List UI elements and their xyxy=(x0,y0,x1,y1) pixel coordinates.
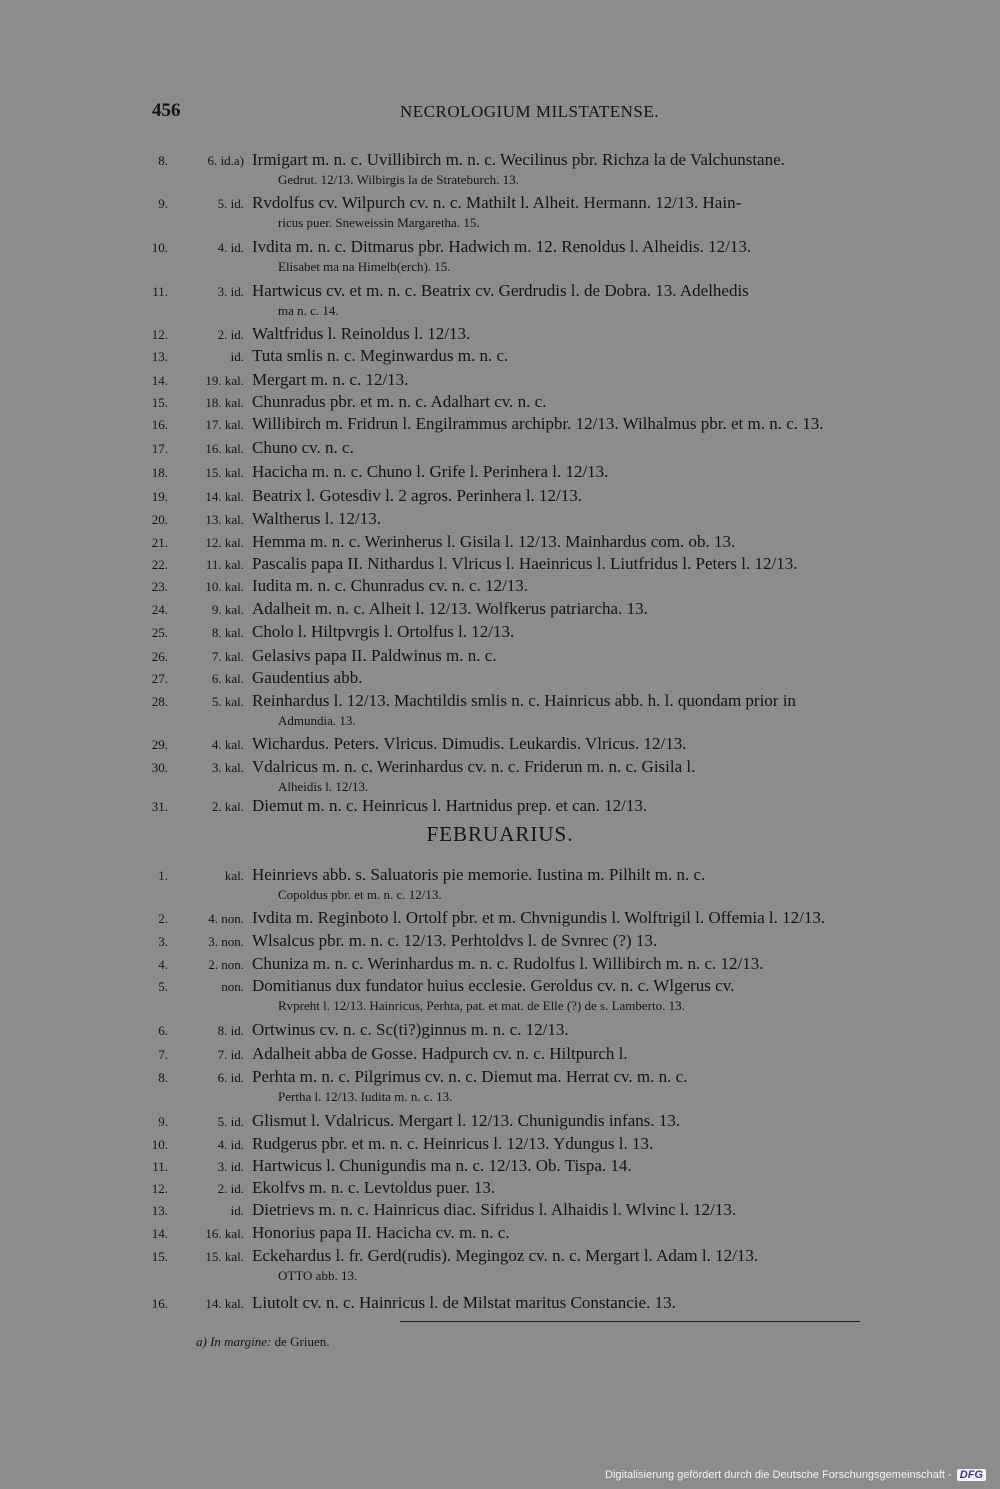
entry-roman-date: 5. id. xyxy=(217,196,244,211)
entry-text: Honorius papa II. Hacicha cv. m. n. c. xyxy=(252,1223,510,1242)
section-title-february: FEBRUARIUS. xyxy=(426,822,574,846)
entry-continuation: Rvpreht l. 12/13. Hainricus, Perhta, pat. et mat. de Elle (?) de s. Lamberto. 13. xyxy=(278,998,685,1013)
entry-day-number: 11. xyxy=(152,284,168,299)
entry-text: Hacicha m. n. c. Chuno l. Grife l. Perinhera l. 12/13. xyxy=(252,462,609,481)
entry-roman-date: 11. kal. xyxy=(205,557,244,572)
entry-day-number: 12. xyxy=(151,327,168,342)
entry-roman-date: 7. id. xyxy=(217,1047,244,1062)
entry-text: Hartwicus cv. et m. n. c. Beatrix cv. Gerdrudis l. de Dobra. 13. Adelhedis xyxy=(252,281,749,300)
entry-continuation: OTTO abb. 13. xyxy=(278,1268,358,1283)
entry-day-number: 7. xyxy=(158,1047,168,1062)
entry-day-number: 10. xyxy=(151,240,168,255)
entry-day-number: 14. xyxy=(151,1226,168,1241)
entry-day-number: 9. xyxy=(158,196,168,211)
entry-roman-date: 5. kal. xyxy=(211,694,244,709)
entry-day-number: 26. xyxy=(151,649,168,664)
entry-day-number: 13. xyxy=(151,1203,168,1218)
entry-text: Waltherus l. 12/13. xyxy=(252,509,381,528)
entry-roman-date: 6. id. xyxy=(217,1070,244,1085)
entry-day-number: 21. xyxy=(151,535,168,550)
entry-day-number: 3. xyxy=(158,934,168,949)
entry-roman-date: 3. kal. xyxy=(211,760,244,775)
entry-roman-date: 2. kal. xyxy=(211,799,244,814)
entry-roman-date: 8. id. xyxy=(217,1023,244,1038)
entry-continuation: Elisabet ma na Himelb(erch). 15. xyxy=(278,259,451,274)
entry-text: Chuno cv. n. c. xyxy=(252,438,354,457)
entry-text: Ekolfvs m. n. c. Levtoldus puer. 13. xyxy=(252,1178,496,1197)
entry-text: Waltfridus l. Reinoldus l. 12/13. xyxy=(252,324,471,343)
page-number: 456 xyxy=(152,100,181,121)
entry-text: Dietrievs m. n. c. Hainricus diac. Sifridus l. Alhaidis l. Wlvinc l. 12/13. xyxy=(252,1200,737,1219)
entry-continuation: ricus puer. Sneweissin Margaretha. 15. xyxy=(278,215,480,230)
entry-day-number: 31. xyxy=(151,799,168,814)
entry-text: Mergart m. n. c. 12/13. xyxy=(252,370,409,389)
dfg-footer xyxy=(605,1469,986,1481)
entry-text: Diemut m. n. c. Heinricus l. Hartnidus prep. et can. 12/13. xyxy=(252,796,648,815)
entry-day-number: 29. xyxy=(151,737,168,752)
entry-roman-date: 7. kal. xyxy=(211,649,244,664)
entry-text: Glismut l. Vdalricus. Mergart l. 12/13. Chunigundis infans. 13. xyxy=(252,1111,681,1130)
entry-roman-date: 16. kal. xyxy=(205,441,244,456)
footnote xyxy=(196,1334,329,1350)
entry-text: Perhta m. n. c. Pilgrimus cv. n. c. Diemut ma. Herrat cv. m. n. c. xyxy=(252,1067,688,1086)
entry-day-number: 20. xyxy=(151,512,168,527)
entry-text: Hartwicus l. Chunigundis ma n. c. 12/13. Ob. Tispa. 14. xyxy=(252,1156,632,1175)
entry-roman-date: 17. kal. xyxy=(205,417,244,432)
entry-text: Eckehardus l. fr. Gerd(rudis). Megingoz cv. n. c. Mergart l. Adam l. 12/13. xyxy=(252,1246,759,1265)
entry-text: Wichardus. Peters. Vlricus. Dimudis. Leukardis. Vlricus. 12/13. xyxy=(252,734,687,753)
entry-day-number: 4. xyxy=(158,957,168,972)
entry-roman-date: non. xyxy=(221,979,244,994)
entry-text: Chuniza m. n. c. Werinhardus m. n. c. Rudolfus l. Willibirch m. n. c. 12/13. xyxy=(252,954,764,973)
entry-day-number: 30. xyxy=(151,760,168,775)
entry-roman-date: 5. id. xyxy=(217,1114,244,1129)
entry-day-number: 9. xyxy=(158,1114,168,1129)
entry-day-number: 16. xyxy=(151,1296,168,1311)
entry-text: Tuta smlis n. c. Meginwardus m. n. c. xyxy=(252,346,509,365)
entry-continuation: Gedrut. 12/13. Wilbirgis la de Strateburch. 13. xyxy=(278,172,519,187)
entry-roman-date: 14. kal. xyxy=(205,489,244,504)
entry-day-number: 17. xyxy=(151,441,168,456)
entry-day-number: 6. xyxy=(158,1023,168,1038)
entry-text: Liutolt cv. n. c. Hainricus l. de Milstat maritus Constancie. 13. xyxy=(252,1293,676,1312)
entry-roman-date: kal. xyxy=(224,868,244,883)
entry-roman-date: 2. id. xyxy=(217,1181,244,1196)
entry-roman-date: 12. kal. xyxy=(205,535,244,550)
entry-continuation: Pertha l. 12/13. Iudita m. n. c. 13. xyxy=(278,1089,453,1104)
entry-roman-date: 3. id. xyxy=(217,284,244,299)
entry-day-number: 22. xyxy=(151,557,168,572)
footnote-text: de Griuen. xyxy=(271,1334,330,1349)
entry-text: Iudita m. n. c. Chunradus cv. n. c. 12/13. xyxy=(252,576,529,595)
entry-roman-date: 10. kal. xyxy=(205,579,244,594)
entry-text: Hemma m. n. c. Werinherus l. Gisila l. 12/13. Mainhardus com. ob. 13. xyxy=(252,532,736,551)
entry-roman-date: id. xyxy=(230,1203,244,1218)
entry-day-number: 8. xyxy=(158,1070,168,1085)
footer-text: Digitalisierung gefördert durch die Deutsche Forschungsgemeinschaft - xyxy=(605,1469,952,1481)
entry-roman-date: 13. kal. xyxy=(205,512,244,527)
entry-roman-date: 3. id. xyxy=(217,1159,244,1174)
entry-text: Rudgerus pbr. et m. n. c. Heinricus l. 12/13. Ydungus l. 13. xyxy=(252,1134,654,1153)
entry-text: Chunradus pbr. et m. n. c. Adalhart cv. n. c. xyxy=(252,392,547,411)
dfg-logo-icon: DFG xyxy=(957,1469,986,1481)
entry-roman-date: 16. kal. xyxy=(205,1226,244,1241)
entry-text: Pascalis papa II. Nithardus l. Vlricus l. Haeinricus l. Liutfridus l. Peters l. 12/13. xyxy=(252,554,798,573)
entry-text: Heinrievs abb. s. Saluatoris pie memorie. Iustina m. Pilhilt m. n. c. xyxy=(252,865,706,884)
entry-roman-date: 15. kal. xyxy=(205,1249,244,1264)
entry-roman-date: 9. kal. xyxy=(211,602,244,617)
entry-roman-date: 2. id. xyxy=(217,327,244,342)
entry-day-number: 25. xyxy=(151,625,168,640)
entry-text: Ortwinus cv. n. c. Sc(ti?)ginnus m. n. c. 12/13. xyxy=(252,1020,569,1039)
entry-text: Gelasivs papa II. Paldwinus m. n. c. xyxy=(252,646,497,665)
entry-day-number: 15. xyxy=(151,395,168,410)
entry-roman-date: 4. id. xyxy=(217,240,244,255)
entry-text: Ivdita m. Reginboto l. Ortolf pbr. et m. Chvnigundis l. Wolftrigil l. Offemia l. 12/13. xyxy=(252,908,826,927)
entry-day-number: 11. xyxy=(152,1159,168,1174)
entry-day-number: 10. xyxy=(151,1137,168,1152)
entry-roman-date: 4. non. xyxy=(208,911,244,926)
entry-roman-date: 2. non. xyxy=(208,957,244,972)
entry-text: Irmigart m. n. c. Uvillibirch m. n. c. Wecilinus pbr. Richza la de Valchunstane. xyxy=(252,150,785,169)
entry-text: Adalheit abba de Gosse. Hadpurch cv. n. c. Hiltpurch l. xyxy=(252,1044,628,1063)
entry-day-number: 12. xyxy=(151,1181,168,1196)
entry-day-number: 27. xyxy=(151,671,168,686)
entry-text: Reinhardus l. 12/13. Machtildis smlis n. c. Hainricus abb. h. l. quondam prior in xyxy=(252,691,796,710)
entry-roman-date: 19. kal. xyxy=(205,373,244,388)
entry-roman-date: 4. id. xyxy=(217,1137,244,1152)
entry-continuation: Alheidis l. 12/13. xyxy=(278,779,369,794)
entry-day-number: 14. xyxy=(151,373,168,388)
entry-roman-date: 4. kal. xyxy=(211,737,244,752)
entry-roman-date: 18. kal. xyxy=(205,395,244,410)
footnote-rule xyxy=(400,1321,860,1322)
entry-text: Wlsalcus pbr. m. n. c. 12/13. Perhtoldvs l. de Svnrec (?) 13. xyxy=(252,931,658,950)
entry-roman-date: 14. kal. xyxy=(205,1296,244,1311)
entry-text: Ivdita m. n. c. Ditmarus pbr. Hadwich m. 12. Renoldus l. Alheidis. 12/13. xyxy=(252,237,752,256)
entry-day-number: 15. xyxy=(151,1249,168,1264)
entry-day-number: 28. xyxy=(151,694,168,709)
entry-roman-date: 6. id.a) xyxy=(207,153,244,168)
entry-roman-date: id. xyxy=(230,349,244,364)
entry-roman-date: 6. kal. xyxy=(211,671,244,686)
entry-roman-date: 8. kal. xyxy=(211,625,244,640)
entry-day-number: 8. xyxy=(158,153,168,168)
entry-roman-date: 3. non. xyxy=(208,934,244,949)
entry-text: Gaudentius abb. xyxy=(252,668,363,687)
entry-text: Beatrix l. Gotesdiv l. 2 agros. Perinhera l. 12/13. xyxy=(252,486,583,505)
footnote-label: a) In margine: xyxy=(196,1334,272,1349)
entry-text: Willibirch m. Fridrun l. Engilrammus archipbr. 12/13. Wilhalmus pbr. et m. n. c. 13. xyxy=(252,414,824,433)
entry-day-number: 1. xyxy=(158,868,168,883)
entry-text: Adalheit m. n. c. Alheit l. 12/13. Wolfkerus patriarcha. 13. xyxy=(252,599,648,618)
entry-continuation: Copoldus pbr. et m. n. c. 12/13. xyxy=(278,887,442,902)
entry-text: Vdalricus m. n. c. Werinhardus cv. n. c. Friderun m. n. c. Gisila l. xyxy=(252,757,696,776)
entry-text: Rvdolfus cv. Wilpurch cv. n. c. Mathilt l. Alheit. Hermann. 12/13. Hain- xyxy=(252,193,742,212)
running-title: NECROLOGIUM MILSTATENSE. xyxy=(400,102,660,121)
entry-day-number: 13. xyxy=(151,349,168,364)
entry-continuation: Admundia. 13. xyxy=(278,713,356,728)
entry-continuation: ma n. c. 14. xyxy=(278,303,339,318)
page-header xyxy=(0,100,1000,128)
entry-day-number: 24. xyxy=(151,602,168,617)
entry-roman-date: 15. kal. xyxy=(205,465,244,480)
entry-day-number: 16. xyxy=(151,417,168,432)
entry-day-number: 18. xyxy=(151,465,168,480)
entry-day-number: 19. xyxy=(151,489,168,504)
entry-text: Cholo l. Hiltpvrgis l. Ortolfus l. 12/13. xyxy=(252,622,515,641)
entry-day-number: 2. xyxy=(158,911,168,926)
entry-day-number: 5. xyxy=(158,979,168,994)
entry-text: Domitianus dux fundator huius ecclesie. Geroldus cv. n. c. Wlgerus cv. xyxy=(252,976,735,995)
entry-day-number: 23. xyxy=(151,579,168,594)
